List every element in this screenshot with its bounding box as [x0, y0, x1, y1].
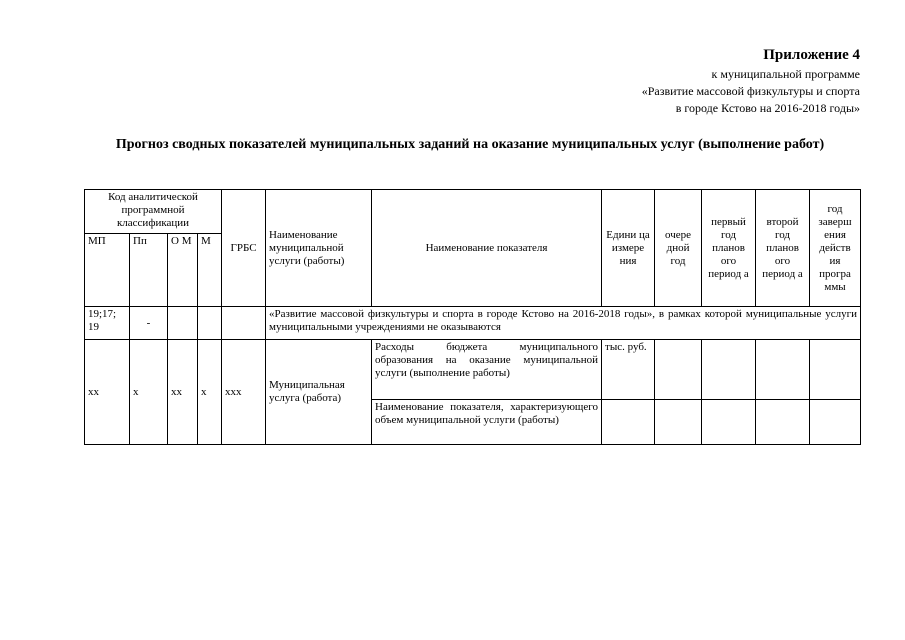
- cell-empty: [655, 340, 702, 400]
- cell-empty: [810, 340, 861, 400]
- cell-om-empty: [168, 307, 198, 340]
- cell-m-x: х: [198, 340, 222, 445]
- appendix-line-1: к муниципальной программе: [711, 67, 860, 81]
- cell-empty: [810, 400, 861, 445]
- appendix-title: Приложение 4: [763, 47, 860, 63]
- header-mp: МП: [85, 234, 130, 307]
- cell-service: Муниципальная услуга (работа): [266, 340, 372, 445]
- cell-empty: [655, 400, 702, 445]
- header-second-year: второй год планов ого период а: [756, 190, 810, 307]
- cell-empty: [602, 400, 655, 445]
- header-om: О М: [168, 234, 198, 307]
- cell-pp-x: х: [130, 340, 168, 445]
- header-m: М: [198, 234, 222, 307]
- header-row-1: [85, 190, 861, 234]
- header-current-year: очере дной год: [655, 190, 702, 307]
- header-pp: Пп: [130, 234, 168, 307]
- indicators-table: [84, 189, 861, 445]
- document-title: Прогноз сводных показателей муниципальных заданий на оказание муниципальных услуг (выполнение работ): [115, 137, 825, 152]
- appendix-header: [460, 46, 860, 117]
- cell-empty: [756, 340, 810, 400]
- header-name-indicator: Наименование показателя: [372, 190, 602, 307]
- cell-empty: [756, 400, 810, 445]
- header-grbs: ГРБС: [222, 190, 266, 307]
- header-unit: Едини ца измере ния: [602, 190, 655, 307]
- cell-m-empty: [198, 307, 222, 340]
- cell-om-xx: хх: [168, 340, 198, 445]
- cell-grbs-xxx: ххх: [222, 340, 266, 445]
- program-row: [85, 307, 861, 340]
- cell-unit-thousand-rub: тыс. руб.: [602, 340, 655, 400]
- cell-empty: [702, 340, 756, 400]
- cell-grbs-empty: [222, 307, 266, 340]
- header-first-year: первый год планов ого период а: [702, 190, 756, 307]
- appendix-line-2: «Развитие массовой физкультуры и спорта: [641, 84, 860, 98]
- cell-mp: 19;17; 19: [85, 307, 130, 340]
- header-kod: Код аналитической программной классификации: [85, 190, 222, 234]
- header-final-year: год заверш ения действ ия програ ммы: [810, 190, 861, 307]
- cell-indicator-expenses: Расходы бюджета муниципального образования на оказание муниципальной услуги (выполнение работы): [372, 340, 602, 400]
- cell-empty: [702, 400, 756, 445]
- appendix-line-3: в городе Кстово на 2016-2018 годы»: [675, 101, 860, 115]
- cell-pp: -: [130, 307, 168, 340]
- cell-mp-xx: хх: [85, 340, 130, 445]
- service-row-1: [85, 340, 861, 400]
- program-note: «Развитие массовой физкультуры и спорта в городе Кстово на 2016-2018 годы», в рамках которой муниципальные услуги муниципальными учреждениями не оказываются: [266, 307, 861, 340]
- header-name-service: Наименование муниципальной услуги (работы): [266, 190, 372, 307]
- cell-indicator-volume: Наименование показателя, характеризующего объем муниципальной услуги (работы): [372, 400, 602, 445]
